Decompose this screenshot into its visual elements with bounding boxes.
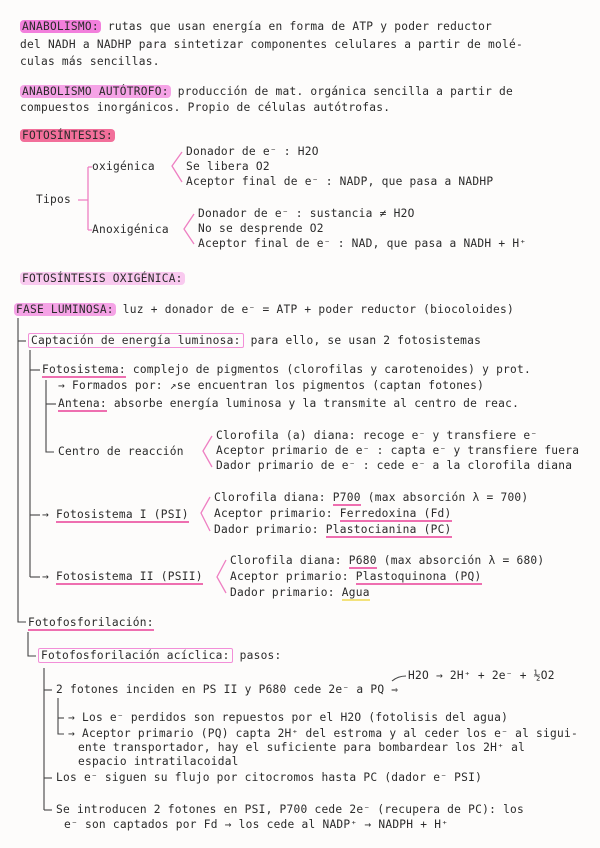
captacion-term: Captación de energía luminosa: bbox=[28, 333, 244, 348]
centro-reaccion-label: Centro de reacción bbox=[58, 445, 184, 458]
psi-label-text: Fotosistema I (PSI) bbox=[55, 508, 189, 521]
psii-item-1-val: P680 bbox=[348, 554, 377, 567]
oxigenica-item-2: Se libera O2 bbox=[186, 160, 270, 173]
fotosintesis-oxigenica-title-text: FOTOSÍNTESIS OXIGÉNICA: bbox=[22, 272, 183, 285]
tipos-label: Tipos bbox=[36, 193, 71, 206]
paso-2-text: Los e⁻ perdidos son repuestos por el H2O (fotolisis del agua) bbox=[81, 711, 509, 724]
anoxigenica-item-3: Aceptor final de e⁻ : NAD, que pasa a NADH + H⁺ bbox=[198, 237, 527, 250]
psi-item-3-pre: Dador primario: bbox=[214, 523, 319, 536]
fase-luminosa-term: FASE LUMINOSA: bbox=[16, 303, 114, 316]
psi-label: → Fotosistema I (PSI) bbox=[42, 508, 189, 521]
anabolismo-term: ANABOLISMO: bbox=[22, 20, 99, 33]
fase-luminosa-line bbox=[14, 303, 514, 317]
fotosintesis-title-text: FOTOSÍNTESIS: bbox=[22, 129, 113, 142]
paso-3-line-1: → Aceptor primario (PQ) capta 2H⁺ del estroma y al ceder los e⁻ al sigui- bbox=[68, 727, 578, 740]
fotosistema-term: Fotosistema: bbox=[42, 363, 126, 376]
captacion-text: para ello, se usan 2 fotosistemas bbox=[250, 334, 482, 347]
psii-item-2-pre: Aceptor primario: bbox=[230, 570, 349, 583]
psi-item-1-post: (max absorción λ = 700) bbox=[367, 491, 529, 504]
fotosistema-line bbox=[42, 363, 531, 377]
antena-text: absorbe energía luminosa y la transmite al centro de reac. bbox=[113, 397, 520, 410]
paso-4: Los e⁻ siguen su flujo por citocromos hasta PC (dador e⁻ PSI) bbox=[56, 771, 483, 784]
anabolismo-line-3: culas más sencillas. bbox=[20, 55, 160, 68]
aciclica-line bbox=[38, 649, 282, 663]
psii-item-2-val: Plastoquinona (PQ) bbox=[355, 570, 482, 583]
centro-reaccion-item-2: Aceptor primario de e⁻ : capta e⁻ y transfiere fuera bbox=[216, 444, 580, 457]
fotosintesis-title bbox=[20, 129, 115, 143]
centro-reaccion-item-1: Clorofila (a) diana: recoge e⁻ y transfiere e⁻ bbox=[216, 429, 538, 442]
paso-3-text-1: Aceptor primario (PQ) capta 2H⁺ del estroma y al ceder los e⁻ al sigui- bbox=[81, 727, 578, 740]
fase-luminosa-text: luz + donador de e⁻ = ATP + poder reductor (biocoloides) bbox=[122, 303, 514, 316]
psi-item-1-val: P700 bbox=[332, 491, 361, 504]
centro-reaccion-item-3: Dador primario de e⁻ : cede e⁻ a la clorofila diana bbox=[216, 459, 573, 472]
psi-item-1 bbox=[214, 491, 528, 505]
anabolismo-autotrofo-term: ANABOLISMO AUTÓTROFO: bbox=[22, 85, 169, 98]
anabolismo-line-2: del NADH a NADHP para sintetizar componentes celulares a partir de molé- bbox=[20, 38, 523, 51]
fotofosforilacion-text: Fotofosforilación: bbox=[28, 616, 154, 629]
psii-item-3-val: Agua bbox=[341, 586, 370, 599]
anabolismo-def-1: rutas que usan energía en forma de ATP y poder reductor bbox=[107, 20, 493, 33]
psii-label-text: Fotosistema II (PSII) bbox=[55, 570, 203, 583]
formados-pre: Formados por: bbox=[71, 379, 163, 392]
aciclica-text: pasos: bbox=[239, 649, 282, 662]
anoxigenica-item-1: Donador de e⁻ : sustancia ≠ H2O bbox=[198, 207, 415, 220]
psi-item-1-pre: Clorofila diana: bbox=[214, 491, 326, 504]
paso-1: 2 fotones inciden en PS II y P680 cede 2e⁻ a PQ ⇒ bbox=[56, 683, 399, 696]
paso-5-line-2: e⁻ son captados por Fd → los cede al NADP⁺ → NADPH + H⁺ bbox=[64, 818, 449, 831]
fotolisis-equation: H2O → 2H⁺ + 2e⁻ + ½O2 bbox=[408, 669, 555, 682]
fotosintesis-oxigenica-title bbox=[20, 272, 185, 286]
oxigenica-item-1: Donador de e⁻ : H2O bbox=[186, 145, 319, 158]
psii-item-1-post: (max absorción λ = 680) bbox=[383, 554, 545, 567]
paso-5-line-1: Se introducen 2 fotones en PSI, P700 cede 2e⁻ (recupera de PC): los bbox=[56, 803, 525, 816]
psi-item-3 bbox=[214, 523, 452, 537]
captacion-line bbox=[28, 334, 481, 348]
psi-item-2-val: Ferredoxina (Fd) bbox=[339, 507, 452, 520]
psii-label: → Fotosistema II (PSII) bbox=[42, 570, 203, 583]
fotofosforilacion-label bbox=[28, 616, 154, 630]
anabolismo-line-1 bbox=[20, 20, 492, 34]
psii-item-1 bbox=[230, 554, 544, 568]
anabolismo-autotrofo-line-1 bbox=[20, 85, 513, 99]
psii-item-3-pre: Dador primario: bbox=[230, 586, 335, 599]
psi-item-2 bbox=[214, 507, 452, 521]
paso-3-line-3: espacio intratilacoidal bbox=[78, 755, 239, 768]
oxigenica-item-3: Aceptor final de e⁻ : NADP, que pasa a NADHP bbox=[186, 175, 494, 188]
fotosistema-text: complejo de pigmentos (clorofilas y carotenoides) y prot. bbox=[132, 363, 531, 376]
anoxigenica-item-2: No se desprende O2 bbox=[198, 222, 324, 235]
anoxigenica-label: Anoxigénica bbox=[92, 223, 169, 236]
paso-2: → Los e⁻ perdidos son repuestos por el H2O (fotolisis del agua) bbox=[68, 711, 509, 724]
formados-line: → Formados por: ↗se encuentran los pigmentos (captan fotones) bbox=[58, 379, 485, 392]
psi-item-3-val: Plastocianina (PC) bbox=[325, 523, 452, 536]
oxigenica-label: oxigénica bbox=[92, 160, 155, 173]
psi-item-2-pre: Aceptor primario: bbox=[214, 507, 333, 520]
anabolismo-autotrofo-line-2: compuestos inorgánicos. Propio de células autótrofas. bbox=[20, 101, 391, 114]
antena-term: Antena: bbox=[58, 397, 107, 410]
psii-item-2 bbox=[230, 570, 482, 584]
aciclica-term: Fotofosforilación acíclica: bbox=[38, 648, 233, 663]
formados-text: se encuentran los pigmentos (captan fotones) bbox=[176, 379, 485, 392]
psii-item-3 bbox=[230, 586, 370, 600]
paso-3-line-2: ente transportador, hay el suficiente para bombardear los 2H⁺ al bbox=[78, 741, 526, 754]
psii-item-1-pre: Clorofila diana: bbox=[230, 554, 342, 567]
antena-line bbox=[58, 397, 519, 411]
anabolismo-autotrofo-def-1: producción de mat. orgánica sencilla a partir de bbox=[177, 85, 514, 98]
